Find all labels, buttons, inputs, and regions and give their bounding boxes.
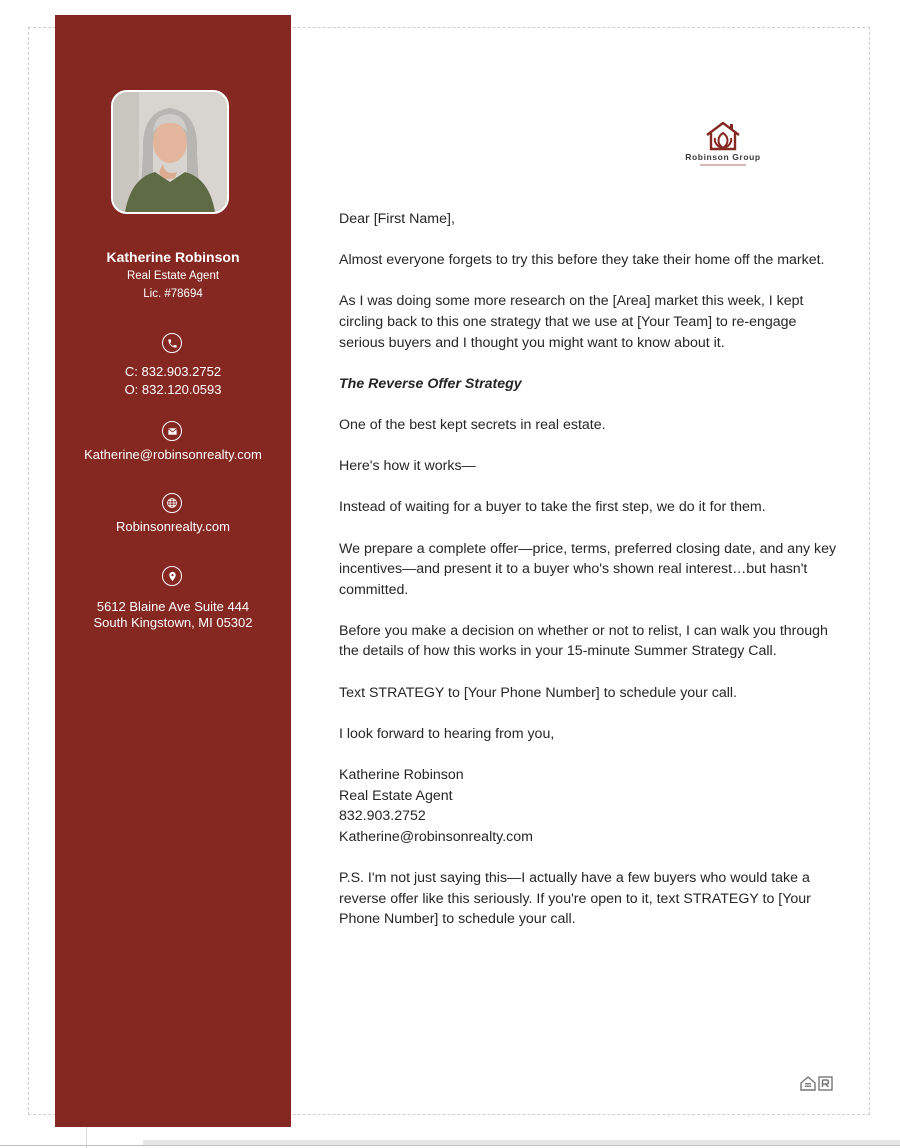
logo-tagline (700, 164, 746, 166)
letter-subheading: The Reverse Offer Strategy (339, 375, 522, 392)
agent-portrait-image (113, 92, 227, 212)
letter-paragraph: Here's how it works— (339, 458, 476, 475)
phone-icon (162, 333, 182, 353)
phone-cell[interactable]: C: 832.903.2752 (124, 364, 222, 379)
letter-paragraph: Text STRATEGY to [Your Phone Number] to schedule your call. (339, 684, 737, 701)
location-pin-icon (162, 566, 182, 586)
agent-photo (111, 90, 229, 214)
agent-name: Katherine Robinson (106, 249, 240, 265)
letter-closing: I look forward to hearing from you, (339, 725, 555, 742)
letter-paragraph: Almost everyone forgets to try this before they take their home off the market. (339, 252, 825, 269)
signature-email: Katherine@robinsonrealty.com (339, 828, 533, 845)
address-line-1: 5612 Blaine Ave Suite 444 (96, 599, 250, 614)
address-line-2: South Kingstown, MI 05302 (93, 615, 253, 630)
letter-greeting: Dear [First Name], (339, 211, 455, 227)
letter-postscript: P.S. I'm not just saying this—I actually have a few buyers who would take a reverse offer like this seriously. If you're open to it, text STRATEGY to [Your Phone Number] to schedule your call. (339, 870, 811, 928)
letter-paragraph: One of the best kept secrets in real estate. (339, 416, 606, 433)
letter-body (339, 209, 839, 950)
phone-office[interactable]: O: 832.120.0593 (124, 382, 222, 397)
mail-icon (162, 421, 182, 441)
letter-paragraph: We prepare a complete offer—price, terms, preferred closing date, and any key incentives—and present it to a buyer who's shown real interest…but hasn't committed. (339, 540, 837, 598)
agent-title: Real Estate Agent (126, 270, 220, 282)
letter-paragraph: Instead of waiting for a buyer to take the first step, we do it for them. (339, 499, 766, 516)
company-logo (672, 118, 774, 170)
letter-paragraph: As I was doing some more research on the [Area] market this week, I kept circling back to this one strategy that we use at [Your Team] to re-engage serious buyers and I thought you might want to know about it. (339, 293, 804, 351)
agent-license: Lic. #78694 (143, 288, 203, 300)
signature-phone: 832.903.2752 (339, 808, 426, 825)
house-leaf-icon (703, 120, 743, 152)
letter-paragraph: Before you make a decision on whether or not to relist, I can walk you through the details of how this works in your 15-minute Summer Strategy Call. (339, 622, 828, 660)
equal-housing-icon (801, 1077, 815, 1090)
globe-icon (162, 493, 182, 513)
signature-block (339, 765, 839, 847)
agent-sidebar (55, 15, 291, 1127)
footer-logos (800, 1075, 834, 1096)
signature-title: Real Estate Agent (339, 787, 453, 804)
company-name: Robinson Group (685, 152, 761, 162)
agent-email[interactable]: Katherine@robinsonrealty.com (84, 447, 262, 462)
agent-website[interactable]: Robinsonrealty.com (116, 519, 230, 534)
page-edge (0, 1145, 900, 1146)
realtor-icon (819, 1077, 832, 1090)
signature-name: Katherine Robinson (339, 767, 464, 784)
